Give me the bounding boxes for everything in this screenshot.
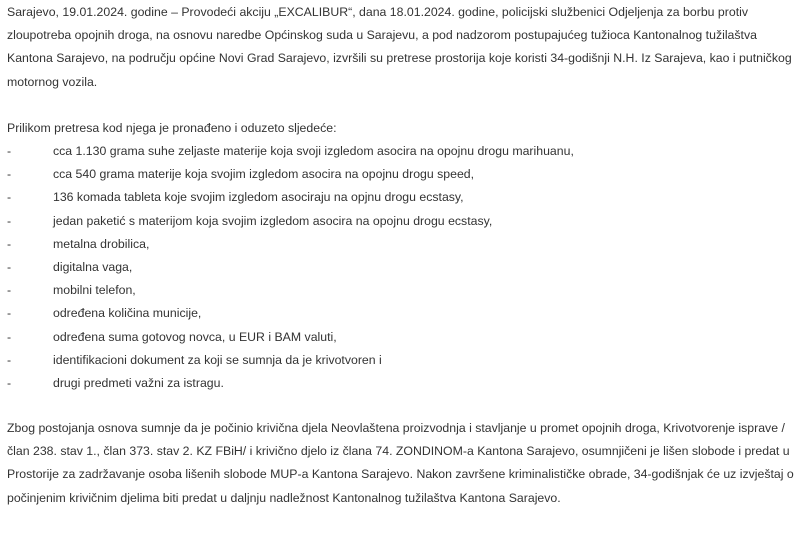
list-item-text: 136 komada tableta koje svojim izgledom asociraju na opjnu drogu ecstasy,	[53, 190, 464, 205]
list-item-text: određena količina municije,	[53, 306, 202, 321]
seized-items-heading: Prilikom pretresa kod njega je pronađeno i oduzeto sljedeće:	[7, 120, 337, 135]
list-item-text: metalna drobilica,	[53, 236, 150, 251]
list-item	[7, 326, 797, 349]
list-dash: -	[7, 375, 12, 390]
list-item	[7, 210, 797, 233]
list-item-text: identifikacioni dokument za koji se sumnja da je krivotvoren i	[53, 352, 382, 367]
article-body	[7, 0, 797, 510]
list-dash: -	[7, 329, 12, 344]
closing-paragraph: Zbog postojanja osnova sumnje da je počinio krivična djela Neovlaštena proizvodnja i stavljanje u promet opojnih droga, Krivotvorenje isprave /član 238. stav 1., član 373. stav 2. KZ FBiH/ i krivično djelo iz člana 74. ZONDINOM-a Kantona Sarajevo, osumnjičeni je lišen slobode i predat u Prostorije za zadržavanje osoba lišenih slobode MUP-a Kantona Sarajevo. Nakon završene kriminalističke obrade, 34-godišnjak će uz izvještaj o počinjenim krivičnim djelima biti predat u daljnju nadležnost Kantonalnog tužilaštva Kantona Sarajevo.	[7, 421, 794, 505]
list-item	[7, 256, 797, 279]
list-item-text: cca 1.130 grama suhe zeljaste materije koja svoji izgledom asocira na opojnu drogu marihuanu,	[53, 144, 574, 159]
list-dash: -	[7, 144, 12, 159]
list-item-text: određena suma gotovog novca, u EUR i BAM valuti,	[53, 329, 337, 344]
seized-items-list	[7, 140, 797, 395]
list-item	[7, 233, 797, 256]
list-item	[7, 140, 797, 163]
list-dash: -	[7, 236, 12, 251]
list-dash: -	[7, 306, 12, 321]
list-item	[7, 163, 797, 186]
list-item-text: digitalna vaga,	[53, 259, 133, 274]
list-dash: -	[7, 213, 12, 228]
list-dash: -	[7, 190, 12, 205]
list-dash: -	[7, 283, 12, 298]
list-item-text: jedan paketić s materijom koja svojim izgledom asocira na opojnu drogu ecstasy,	[53, 213, 493, 228]
intro-paragraph: Sarajevo, 19.01.2024. godine – Provodeći akciju „EXCALIBUR“, dana 18.01.2024. godine, policijski službenici Odjeljenja za borbu protiv zloupotreba opojnih droga, na osnovu naredbe Općinskog suda u Sarajevu, a pod nadzorom postupajućeg tužioca Kantonalnog tužilaštva Kantona Sarajevo, na području općine Novi Grad Sarajevo, izvršili su pretrese prostorija koje koristi 34-godišnji N.H. Iz Sarajeva, kao i putničkog motornog vozila.	[7, 5, 792, 89]
list-item-text: drugi predmeti važni za istragu.	[53, 375, 224, 390]
list-item	[7, 302, 797, 325]
list-item	[7, 186, 797, 209]
list-dash: -	[7, 259, 12, 274]
list-item-text: mobilni telefon,	[53, 283, 136, 298]
list-item	[7, 372, 797, 395]
list-item-text: cca 540 grama materije koja svojim izgledom asocira na opojnu drogu speed,	[53, 167, 475, 182]
list-dash: -	[7, 352, 12, 367]
list-item	[7, 349, 797, 372]
list-dash: -	[7, 167, 12, 182]
list-item	[7, 279, 797, 302]
